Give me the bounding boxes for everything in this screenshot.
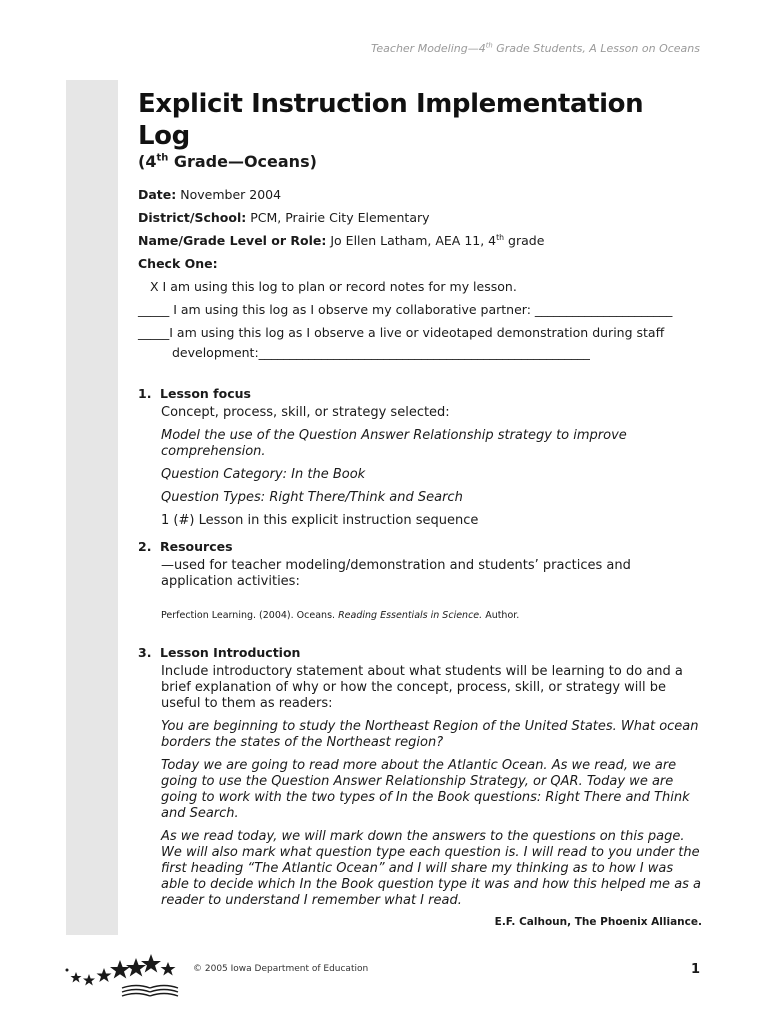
- section-lesson-introduction: 3. Lesson Introduction Include introductory statement about what students will be learning to do and a brief explanation of why or how the concept, process, skill, or strategy will be useful to them as readers: You are beginning to study the Northeast Region of the United States. What ocean borders the states of the Northeast region? Today we are going to read more about the Atlantic Ocean. As we read, we are going to use the Question Answer Relationship Strategy, or QAR. Today we are going to work with the two types of In the Book questions: Right There and Think and Search. As we read today, we will mark down the answers to the questions on this page. We will also mark what question type each question is. I will read to you under the first heading “The Atlantic Ocean” and I will share my thinking as to how I was able to decide which In the Book question type it was and how this helped me as a reader to understand I remember what I read.: [138, 645, 702, 908]
- section-lesson-focus: 1. Lesson focus Concept, process, skill, or strategy selected: Model the use of the Question Answer Relationship strategy to improve comprehension. Question Category: In the Book Question Types: Right There/Think and Search 1 (#) Lesson in this explicit instruction sequence: [138, 386, 627, 528]
- stars-book-logo: [64, 952, 184, 998]
- running-head: Teacher Modeling—4th Grade Students, A Lesson on Oceans: [371, 41, 700, 55]
- check-option-observe-demo: _____I am using this log as I observe a live or videotaped demonstration during staff development:_____________________________________________________: [138, 325, 665, 360]
- sidebar-shade-bar: [66, 80, 118, 935]
- date-line: Date: November 2004: [138, 187, 282, 202]
- log-metadata: [138, 183, 703, 275]
- check-option-plan: X I am using this log to plan or record notes for my lesson.: [150, 279, 517, 294]
- check-option-observe-partner: _____ I am using this log as I observe my collaborative partner: ______________________: [138, 302, 673, 317]
- copyright-notice: © 2005 Iowa Department of Education: [193, 964, 369, 974]
- section-title: Lesson focus: [160, 386, 251, 401]
- page-content: [138, 88, 703, 916]
- reference-citation: Perfection Learning. (2004). Oceans. Reading Essentials in Science. Author.: [161, 610, 520, 621]
- section-title: Resources: [160, 539, 233, 554]
- section-title: Lesson Introduction: [160, 645, 301, 660]
- check-one-label: Check One:: [138, 256, 218, 271]
- attribution: E.F. Calhoun, The Phoenix Alliance.: [494, 916, 702, 928]
- page-number: 1: [690, 962, 700, 977]
- name-line: Name/Grade Level or Role: Jo Ellen Latham, AEA 11, 4th grade: [138, 232, 545, 248]
- district-line: District/School: PCM, Prairie City Elementary: [138, 210, 430, 225]
- section-resources: 2. Resources —used for teacher modeling/demonstration and students’ practices and application activities: Perfection Learning. (2004). Oceans. Reading Essentials in Science. Author.: [138, 536, 703, 624]
- page-subtitle: (4th Grade—Oceans): [138, 152, 317, 171]
- page-title: Explicit Instruction Implementation Log: [138, 89, 644, 151]
